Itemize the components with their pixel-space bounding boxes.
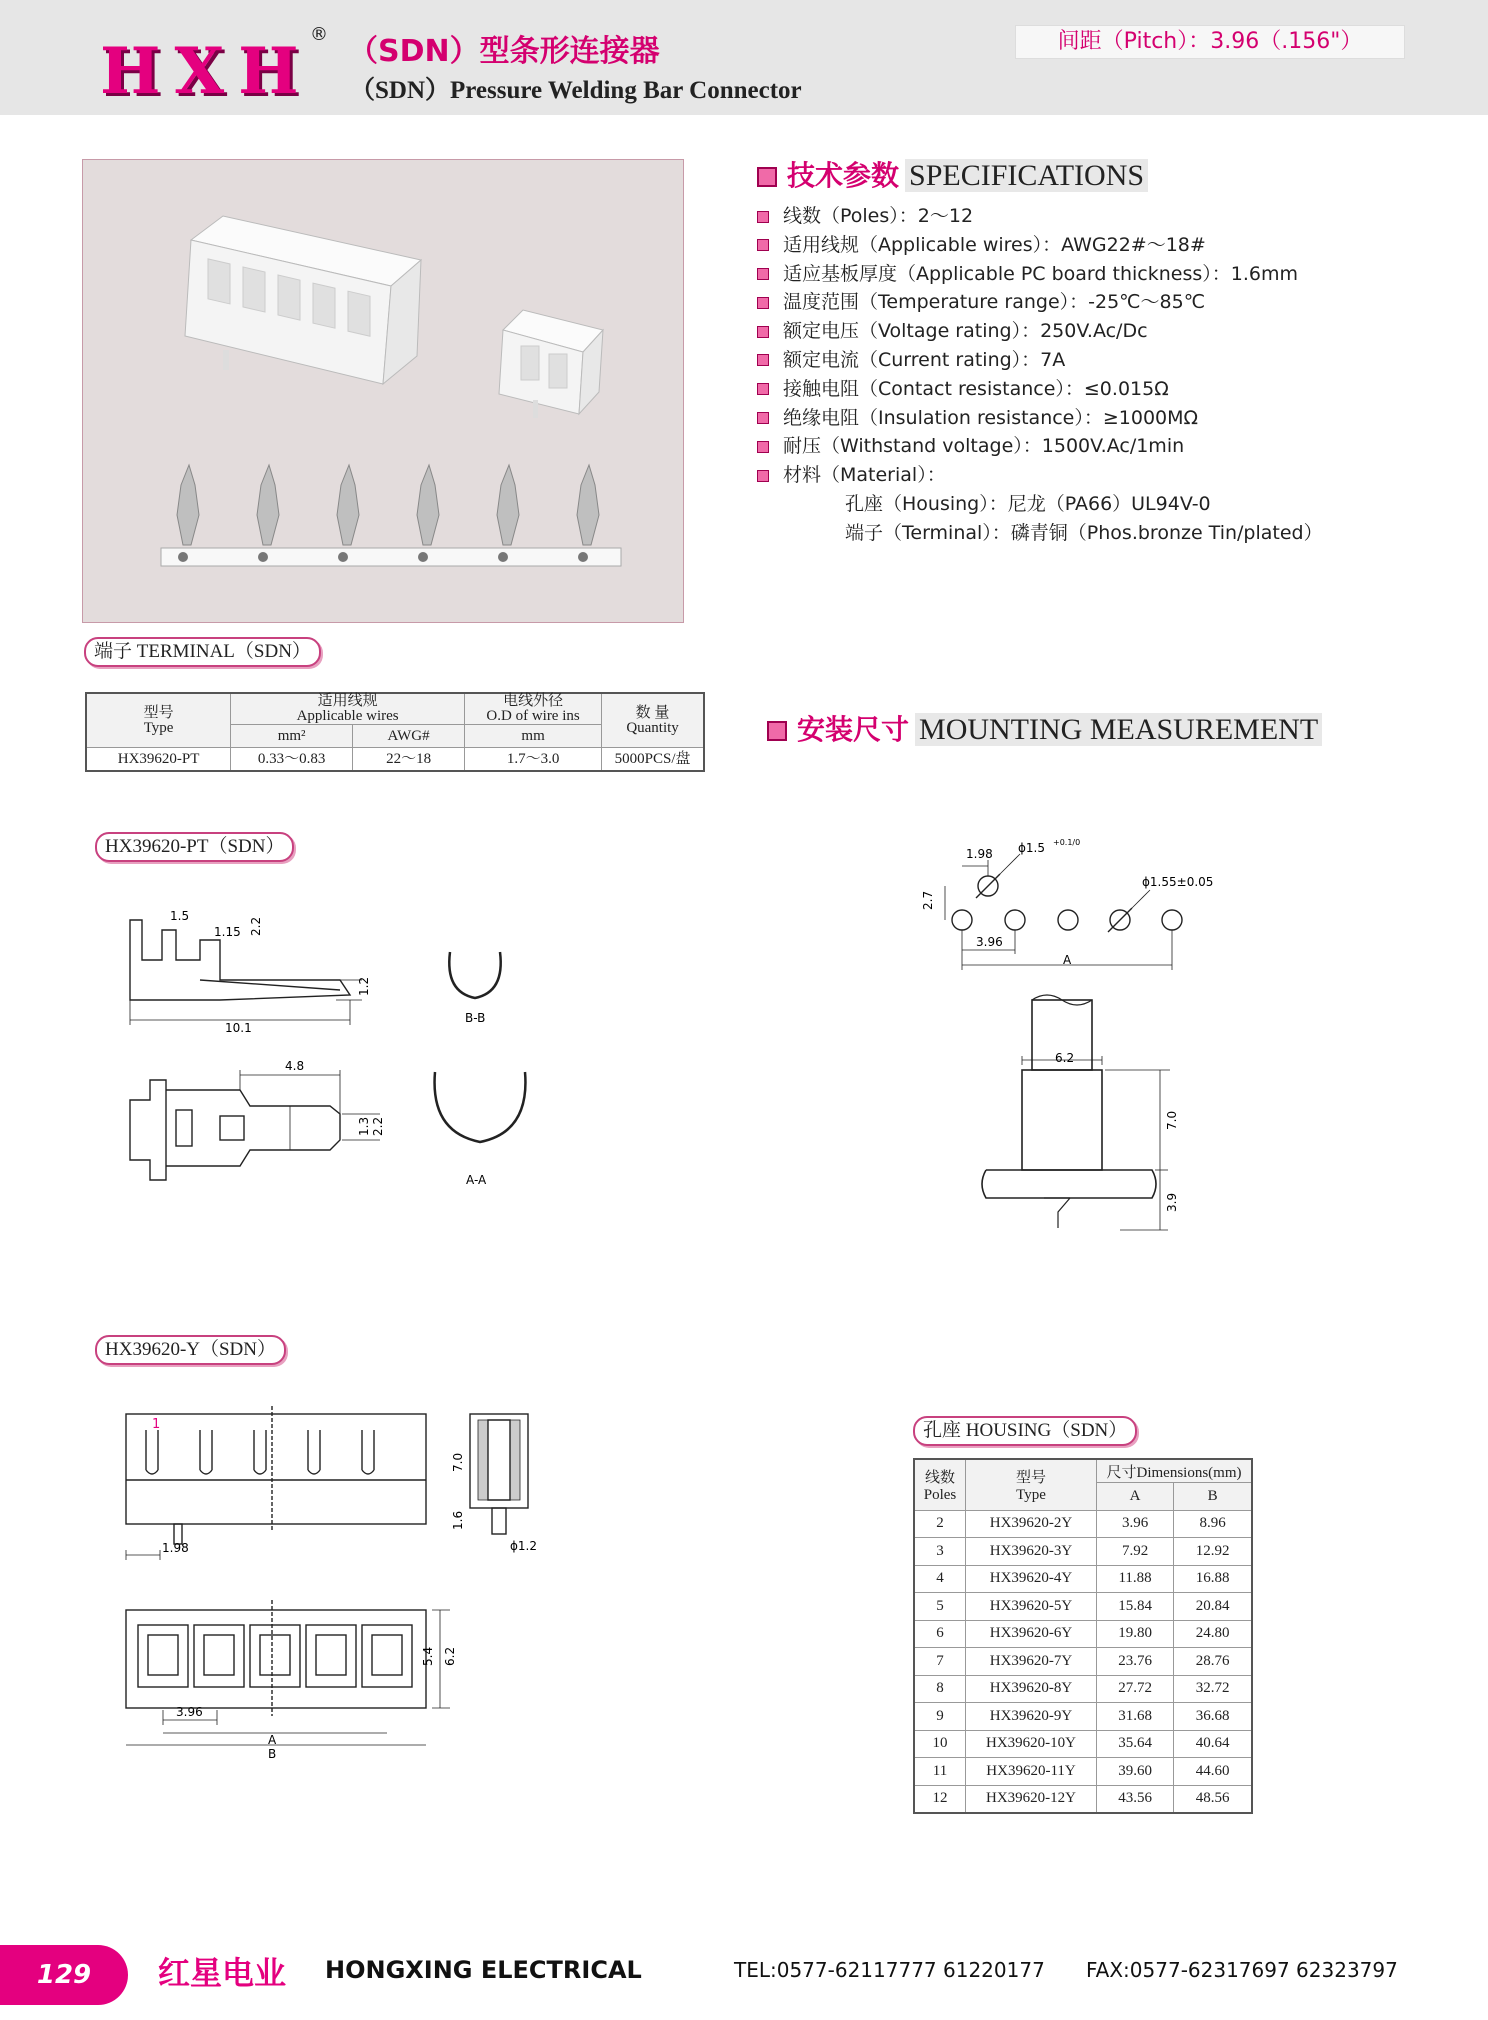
th-poles-en: Poles (923, 1486, 957, 1503)
dim-1-98: 1.98 (162, 1541, 189, 1555)
spec-text: 耐压（Withstand voltage）：1500V.Ac/1min (783, 435, 1185, 458)
th-dimensions: 尺寸Dimensions(mm) (1097, 1459, 1253, 1483)
spec-text: 材料（Material）： (783, 464, 946, 487)
cell-type: HX39620-9Y (966, 1703, 1097, 1731)
th-qty-en: Quantity (626, 719, 679, 736)
spec-text: 适用线规（Applicable wires）：AWG22#～18# (783, 233, 1206, 256)
cell-b: 16.88 (1174, 1565, 1252, 1593)
cell-type: HX39620-8Y (966, 1675, 1097, 1703)
th-type-cn: 型号 (1015, 1469, 1046, 1486)
cell-type: HX39620-6Y (966, 1620, 1097, 1648)
spec-item (757, 202, 1457, 231)
dim-dia-1-2: ϕ1.2 (510, 1539, 537, 1553)
cell-type: HX39620-PT (86, 748, 231, 772)
cell-type: HX39620-2Y (966, 1510, 1097, 1538)
dim-2-2: 2.2 (249, 916, 263, 936)
table-row (914, 1593, 1252, 1621)
cell-poles: 10 (914, 1730, 966, 1758)
table-row (914, 1730, 1252, 1758)
table-row (914, 1785, 1252, 1813)
cell-b: 8.96 (1174, 1510, 1252, 1538)
dim-1-2: 1.2 (357, 976, 371, 996)
material-housing: 孔座（Housing）：尼龙（PA66）UL94V-0 (845, 492, 1211, 515)
spec-text: 温度范围（Temperature range）：-25℃～85℃ (783, 291, 1206, 314)
bullet-icon (757, 441, 769, 453)
th-qty-cn: 数 量 (635, 704, 670, 721)
housing-drawing (110, 1400, 580, 1760)
cell-poles: 9 (914, 1703, 966, 1731)
mounting-drawing (920, 830, 1240, 1310)
spec-text: 线数（Poles）：2～12 (783, 205, 974, 227)
table-row (914, 1510, 1252, 1538)
material-terminal: 端子（Terminal）：磷青铜（Phos.bronze Tin/plated） (845, 521, 1323, 544)
dim-10-1: 10.1 (225, 1021, 252, 1035)
dim-4-8: 4.8 (285, 1059, 305, 1073)
pin1-marker: 1 (152, 1417, 161, 1432)
th-od-cn: 电线外径 (503, 693, 564, 709)
th-type-en: Type (1016, 1486, 1046, 1503)
th-mm2: mm² (231, 725, 353, 748)
cell-type: HX39620-4Y (966, 1565, 1097, 1593)
cell-poles: 4 (914, 1565, 966, 1593)
cell-a: 11.88 (1097, 1565, 1174, 1593)
th-od-en: O.D of wire ins (486, 708, 580, 724)
square-bullet-icon (757, 167, 777, 187)
table-row (914, 1675, 1252, 1703)
spec-item (757, 288, 1457, 317)
cell-poles: 6 (914, 1620, 966, 1648)
spec-item (757, 231, 1457, 260)
page-title-en: （SDN）Pressure Welding Bar Connector (350, 77, 802, 104)
th-awg: AWG# (353, 725, 465, 748)
table-row (914, 1758, 1252, 1786)
cell-poles: 5 (914, 1593, 966, 1621)
cell-poles: 12 (914, 1785, 966, 1813)
cell-b: 32.72 (1174, 1675, 1252, 1703)
cell-poles: 2 (914, 1510, 966, 1538)
dim-1-15: 1.15 (214, 925, 241, 939)
dim-2-7: 2.7 (921, 890, 935, 910)
cell-type: HX39620-11Y (966, 1758, 1097, 1786)
company-name-en: HONGXING ELECTRICAL (325, 1956, 642, 1984)
dim-1-3: 1.3 (357, 1116, 371, 1136)
table-row (914, 1703, 1252, 1731)
cell-type: HX39620-10Y (966, 1730, 1097, 1758)
cell-b: 24.80 (1174, 1620, 1252, 1648)
pitch-badge: 间距（Pitch）：3.96（.156"） (1015, 25, 1405, 59)
cell-a: 35.64 (1097, 1730, 1174, 1758)
th-type-en: Type (143, 719, 174, 736)
section-aa: A-A (466, 1173, 487, 1187)
bullet-icon (757, 268, 769, 280)
dim-6-2: 6.2 (1055, 1051, 1075, 1065)
cell-b: 40.64 (1174, 1730, 1252, 1758)
registered-mark: ® (310, 24, 328, 45)
cell-poles: 8 (914, 1675, 966, 1703)
cell-poles: 7 (914, 1648, 966, 1676)
cell-a: 27.72 (1097, 1675, 1174, 1703)
square-bullet-icon (767, 721, 787, 741)
table-row (914, 1538, 1252, 1566)
spec-text: 额定电压（Voltage rating）：250V.Ac/Dc (783, 320, 1148, 343)
th-wires-en: Applicable wires (296, 708, 399, 724)
cell-a: 7.92 (1097, 1538, 1174, 1566)
connector-illustration (83, 160, 683, 622)
cell-poles: 11 (914, 1758, 966, 1786)
page-title-cn: （SDN）型条形连接器 (348, 34, 660, 69)
spec-heading-cn: 技术参数 (787, 159, 900, 192)
spec-item (757, 461, 1457, 490)
product-photo (82, 159, 684, 623)
mounting-heading-cn: 安装尺寸 (797, 713, 910, 746)
spec-item (757, 432, 1457, 461)
specifications-heading (757, 154, 1148, 194)
dim-1-5: 1.5 (170, 909, 190, 923)
cell-b: 28.76 (1174, 1648, 1252, 1676)
spec-text: 接触电阻（Contact resistance）：≤0.015Ω (783, 377, 1169, 400)
dim-A: A (268, 1733, 277, 1747)
dim-hole1: ϕ1.5 (1018, 841, 1045, 855)
th-type (86, 693, 231, 748)
dim-5-4: 5.4 (421, 1646, 435, 1666)
dim-3-96: 3.96 (976, 935, 1003, 949)
cell-mm2: 0.33～0.83 (231, 748, 353, 772)
brand-logo: HXH (100, 34, 313, 109)
terminal-drawing-label: HX39620-PT（SDN） (95, 832, 294, 862)
cell-a: 43.56 (1097, 1785, 1174, 1813)
table-row (914, 1565, 1252, 1593)
th-wires-cn: 适用线规 (317, 693, 378, 709)
cell-type: HX39620-7Y (966, 1648, 1097, 1676)
spec-item (757, 260, 1457, 289)
table-row (914, 1648, 1252, 1676)
th-poles-cn: 线数 (924, 1469, 955, 1486)
spec-item (757, 375, 1457, 404)
cell-a: 15.84 (1097, 1593, 1174, 1621)
th-poles (914, 1459, 966, 1510)
cell-poles: 3 (914, 1538, 966, 1566)
cell-type: HX39620-12Y (966, 1785, 1097, 1813)
mounting-heading (767, 708, 1322, 748)
spec-text: 绝缘电阻（Insulation resistance）：≥1000MΩ (783, 406, 1199, 429)
cell-awg: 22～18 (353, 748, 465, 772)
bullet-icon (757, 297, 769, 309)
bullet-icon (757, 412, 769, 424)
dim-1-6: 1.6 (451, 1510, 465, 1530)
terminal-drawing (110, 900, 570, 1200)
dim-7-0: 7.0 (1165, 1110, 1179, 1130)
cell-qty: 5000PCS/盘 (602, 748, 704, 772)
dim-hole2: ϕ1.55±0.05 (1142, 875, 1214, 889)
table-row (914, 1620, 1252, 1648)
section-bb: B-B (465, 1011, 486, 1025)
bullet-icon (757, 326, 769, 338)
company-name-cn: 红星电业 (158, 1954, 287, 1992)
cell-a: 3.96 (1097, 1510, 1174, 1538)
housing-drawing-label: HX39620-Y（SDN） (95, 1335, 286, 1365)
spec-text: 适应基板厚度（Applicable PC board thickness）：1.6mm (783, 262, 1298, 285)
dim-1-98: 1.98 (966, 847, 993, 861)
cell-b: 36.68 (1174, 1703, 1252, 1731)
spec-list (757, 202, 1457, 548)
cell-od: 1.7～3.0 (465, 748, 602, 772)
terminal-table (85, 692, 705, 772)
th-type-cn: 型号 (143, 704, 174, 721)
spec-item (757, 404, 1457, 433)
bullet-icon (757, 239, 769, 251)
dim-3-9: 3.9 (1165, 1192, 1179, 1212)
bullet-icon (757, 383, 769, 395)
cell-b: 48.56 (1174, 1785, 1252, 1813)
cell-a: 23.76 (1097, 1648, 1174, 1676)
cell-a: 19.80 (1097, 1620, 1174, 1648)
housing-label: 孔座 HOUSING（SDN） (913, 1416, 1137, 1446)
cell-type: HX39620-3Y (966, 1538, 1097, 1566)
bullet-icon (757, 354, 769, 366)
cell-b: 12.92 (1174, 1538, 1252, 1566)
cell-a: 39.60 (1097, 1758, 1174, 1786)
bullet-icon (757, 470, 769, 482)
footer-tel: TEL:0577-62117777 61220177 (734, 1958, 1045, 1982)
th-qty (602, 693, 704, 748)
th-b: B (1174, 1483, 1252, 1511)
dim-7-0: 7.0 (451, 1452, 465, 1472)
th-od (465, 693, 602, 725)
table-row (86, 748, 704, 772)
th-type (966, 1459, 1097, 1510)
page-number: 129 (0, 1945, 128, 2005)
th-a: A (1097, 1483, 1174, 1511)
dim-B: B (268, 1747, 277, 1760)
cell-type: HX39620-5Y (966, 1593, 1097, 1621)
dim-hole1-tol: +0.1/0 (1053, 838, 1081, 847)
housing-table (913, 1458, 1253, 1814)
cell-b: 44.60 (1174, 1758, 1252, 1786)
terminal-label: 端子 TERMINAL（SDN） (84, 637, 321, 667)
cell-a: 31.68 (1097, 1703, 1174, 1731)
cell-b: 20.84 (1174, 1593, 1252, 1621)
footer-fax: FAX:0577-62317697 62323797 (1086, 1958, 1398, 1982)
dim-6-2: 6.2 (443, 1646, 457, 1666)
mounting-heading-en: MOUNTING MEASUREMENT (915, 713, 1322, 746)
dim-A: A (1063, 953, 1072, 967)
spec-item (757, 317, 1457, 346)
th-wires (231, 693, 465, 725)
spec-item (757, 346, 1457, 375)
bullet-icon (757, 211, 769, 223)
spec-text: 额定电流（Current rating）：7A (783, 348, 1066, 371)
dim-2-2b: 2.2 (371, 1116, 385, 1136)
th-od-unit: mm (465, 725, 602, 748)
spec-heading-en: SPECIFICATIONS (905, 159, 1148, 192)
dim-3-96: 3.96 (176, 1705, 203, 1719)
